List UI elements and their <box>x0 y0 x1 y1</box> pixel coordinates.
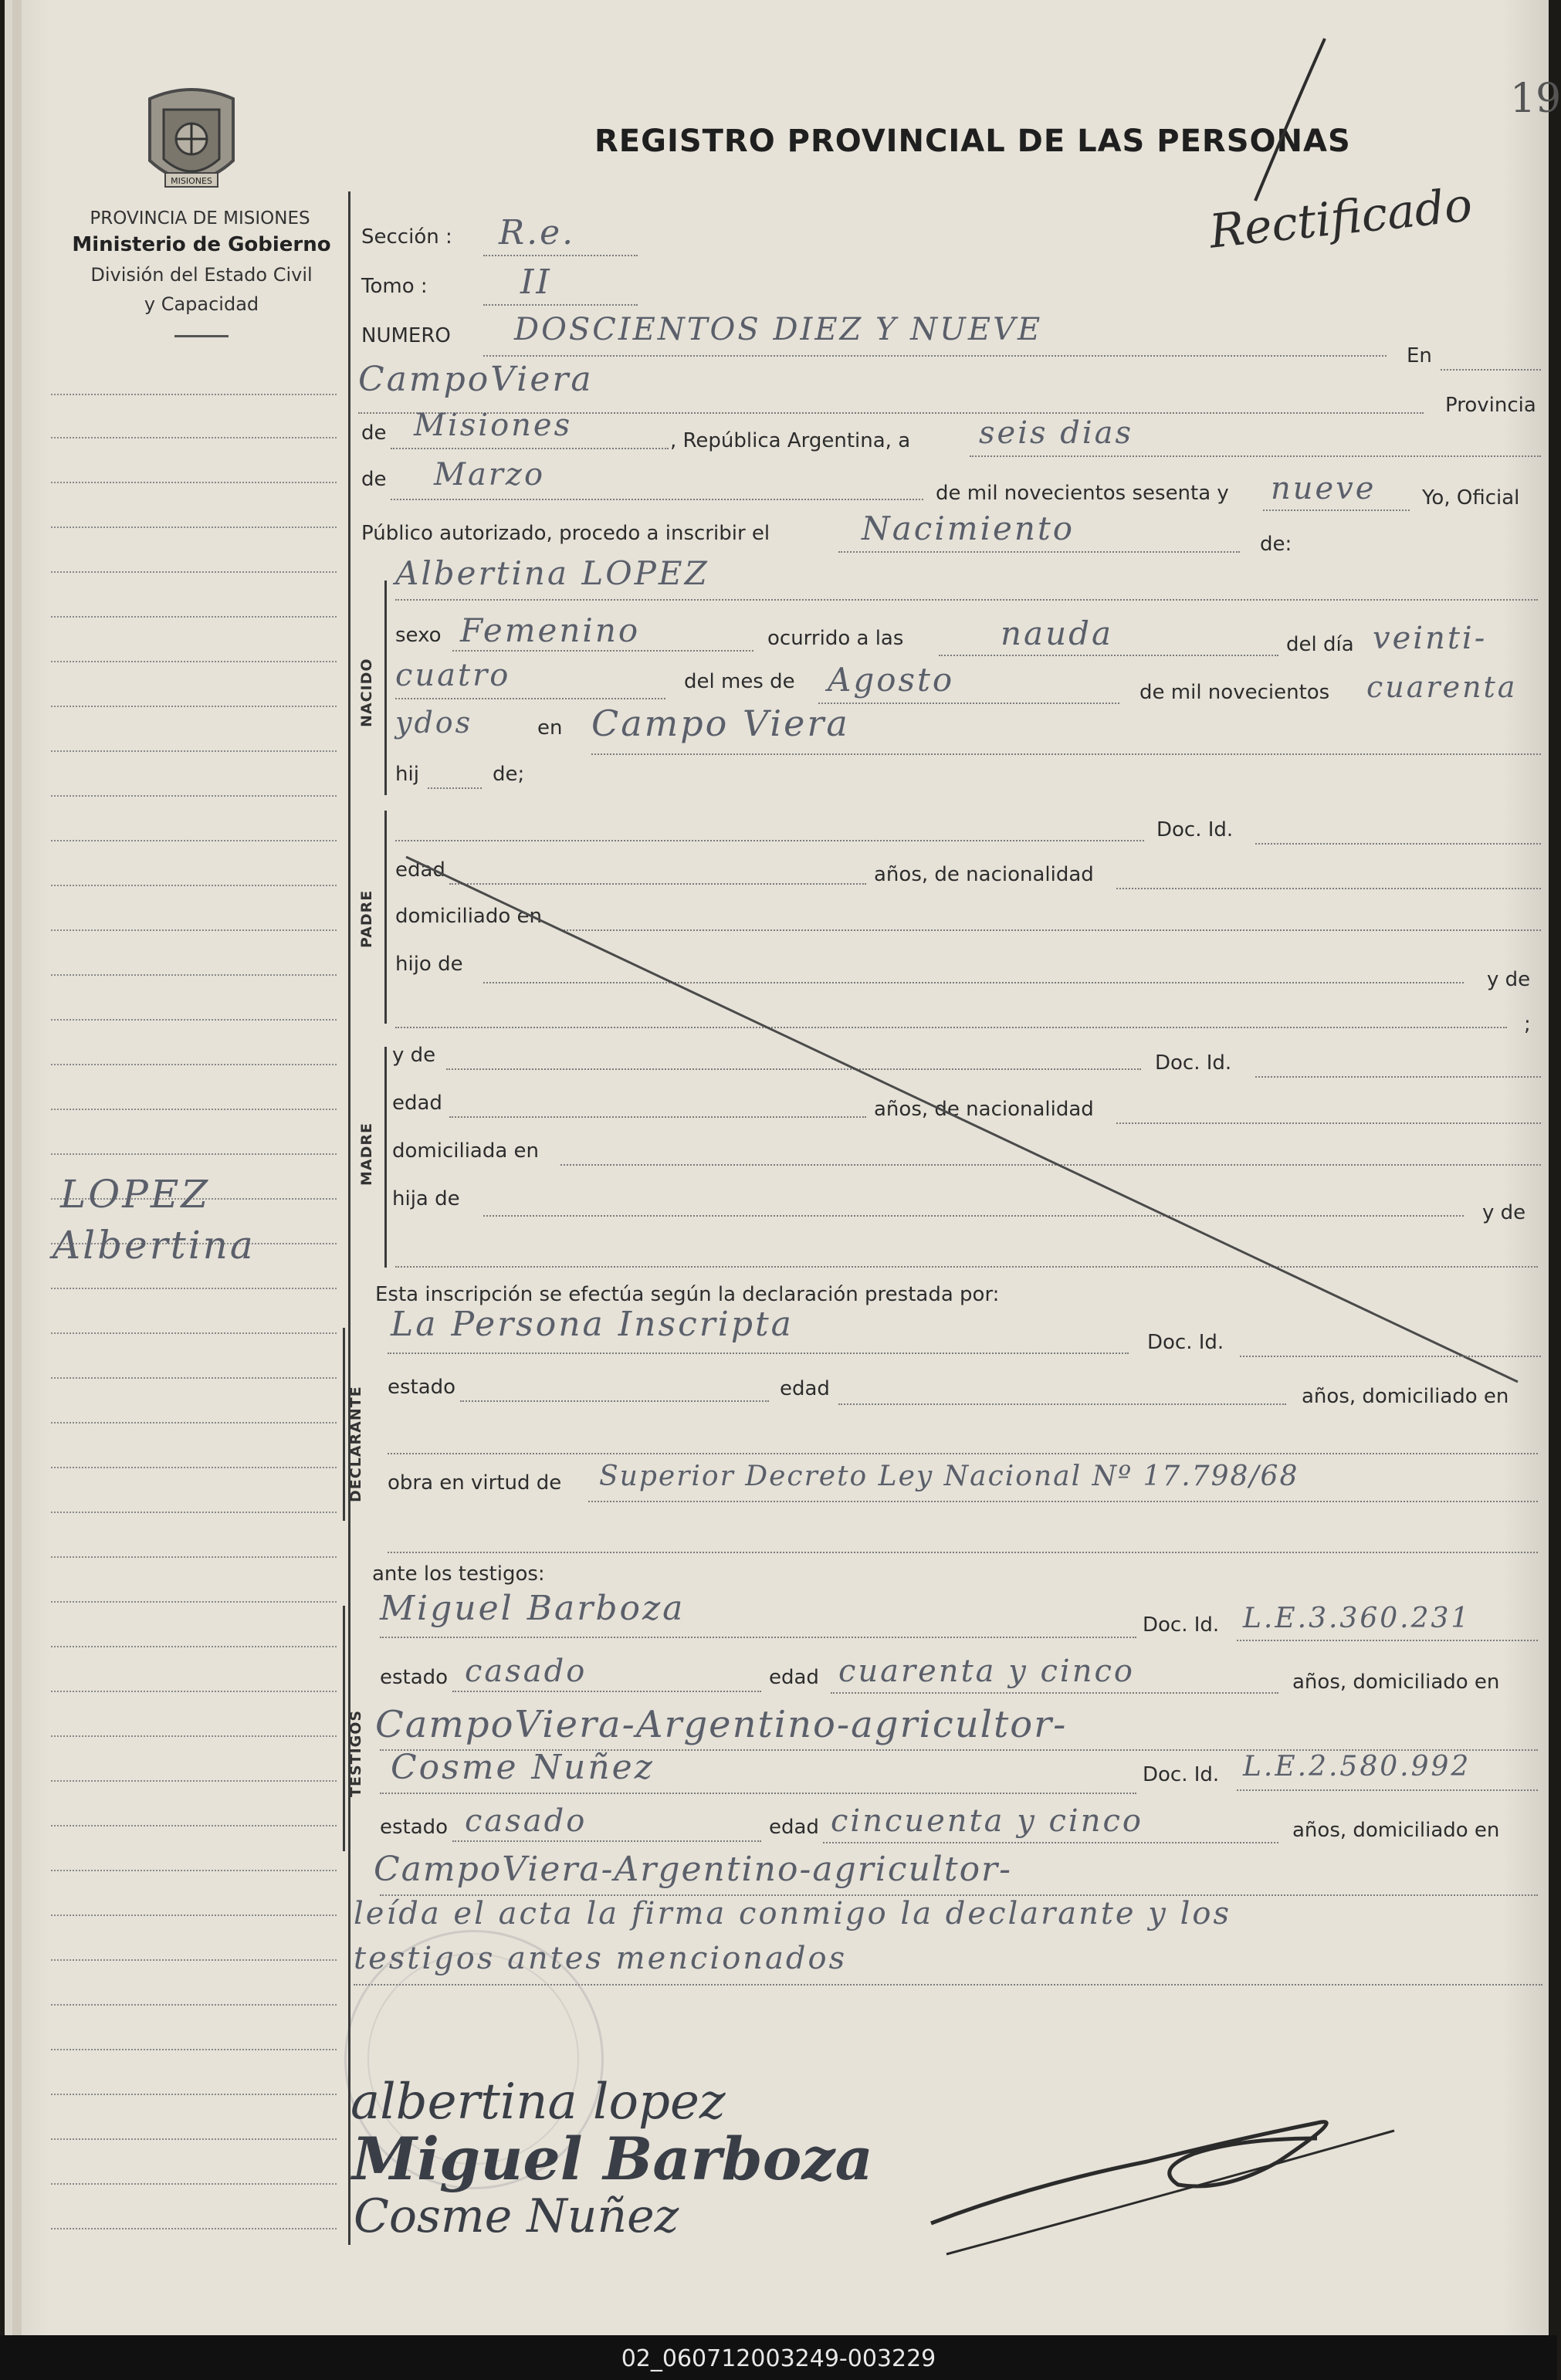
tomo-value: II <box>520 262 552 302</box>
testigo1-edad-label: edad <box>769 1666 819 1689</box>
tomo-label: Tomo : <box>361 275 428 298</box>
testigo2-edad-label: edad <box>769 1816 819 1839</box>
closing-line <box>354 1984 1542 1986</box>
de-label: de <box>361 421 387 445</box>
anio-nacimiento-b: ydos <box>395 706 473 740</box>
madre-y-de-label: y de <box>392 1044 436 1067</box>
declarante-doc-line <box>1240 1356 1541 1357</box>
declarante-domicilio-line <box>388 1453 1538 1454</box>
signature-testigo-2: Cosme Nuñez <box>354 2189 679 2243</box>
rectificado-annotation: Rectificado <box>1207 178 1475 259</box>
testigo2-nombre: Cosme Nuñez <box>391 1748 655 1787</box>
mil-label: de mil novecientos sesenta y <box>936 482 1229 505</box>
padre-doc-label: Doc. Id. <box>1156 818 1234 841</box>
testigo2-nombre-line <box>380 1793 1136 1794</box>
declarante-estado-line <box>460 1400 769 1402</box>
testigo2-edad: cincuenta y cinco <box>831 1803 1143 1839</box>
signature-declarante: albertina lopez <box>350 2074 726 2131</box>
ministry-label: Ministerio de Gobierno <box>72 233 331 256</box>
declarante-nombre: La Persona Inscripta <box>391 1305 794 1344</box>
declarante-doc-label: Doc. Id. <box>1147 1331 1224 1354</box>
official-signature-stroke <box>916 2077 1410 2277</box>
anio-value: nueve <box>1271 471 1376 506</box>
de-colon-label: de: <box>1260 533 1292 556</box>
acto-value: Nacimiento <box>862 510 1075 547</box>
padre-edad-label: edad <box>395 858 445 882</box>
testigo1-anios-label: años, domiciliado en <box>1292 1671 1500 1694</box>
en-nacimiento-label: en <box>537 716 563 740</box>
de-label-2: de <box>361 468 387 491</box>
mes-value: Marzo <box>434 457 546 493</box>
testigo2-anios-label: años, domiciliado en <box>1292 1819 1500 1842</box>
testigos-section-label: TESTIGOS <box>347 1709 364 1797</box>
division-label: División del Estado Civil <box>90 264 313 286</box>
declarante-intro: Esta inscripción se efectúa según la declaración prestada por: <box>375 1283 1000 1306</box>
provincia-label: Provincia <box>1445 394 1536 417</box>
page-number: 19 <box>1510 76 1561 122</box>
del-mes-label: del mes de <box>684 670 795 693</box>
footer-id: 02_060712003249-003229 <box>621 2345 936 2372</box>
padre-domiciliado-label: domiciliado en <box>395 905 543 928</box>
madre-y-de-label-2: y de <box>1482 1201 1526 1224</box>
nacido-nombre: Albertina LOPEZ <box>395 554 709 592</box>
testigo2-domicilio: CampoViera-Argentino-agricultor- <box>374 1850 1012 1889</box>
lugar-value: CampoViera <box>358 360 594 399</box>
madre-doc-label: Doc. Id. <box>1155 1051 1232 1075</box>
testigos-intro: ante los testigos: <box>372 1562 545 1586</box>
mil-novecientos-label: de mil novecientos <box>1139 681 1330 704</box>
declarante-section-label: DECLARANTE <box>347 1386 364 1502</box>
provincia-value: Misiones <box>414 408 573 443</box>
declarante-anios-label: años, domiciliado en <box>1302 1385 1509 1408</box>
mes-nacimiento-value: Agosto <box>828 661 955 699</box>
document-page <box>5 0 1561 2335</box>
lugar-nacimiento-value: Campo Viera <box>591 702 850 744</box>
testigo1-nombre: Miguel Barboza <box>380 1589 686 1628</box>
testigo1-nombre-line <box>380 1637 1136 1638</box>
dia-value: seis dias <box>979 415 1134 451</box>
testigos-bracket <box>343 1606 345 1851</box>
en-label: En <box>1407 344 1432 367</box>
publico-label: Público autorizado, procedo a inscribir el <box>361 522 770 545</box>
obra-line <box>588 1501 1538 1502</box>
crest-label: MISIONES <box>171 176 212 186</box>
padre-anios-label: años, de nacionalidad <box>874 863 1094 886</box>
anio-nacimiento-a: cuarenta <box>1366 670 1518 704</box>
testigo2-estado-line <box>452 1840 761 1842</box>
margin-surname: LOPEZ <box>60 1172 211 1217</box>
madre-edad-label: edad <box>392 1092 442 1115</box>
dia-value-a: veinti- <box>1373 621 1488 656</box>
testigo1-edad: cuarenta y cinco <box>838 1654 1135 1689</box>
testigo1-doc-line <box>1237 1640 1538 1641</box>
ocurrido-label: ocurrido a las <box>767 627 904 650</box>
testigo1-estado-line <box>452 1691 761 1692</box>
padre-y-de-label: y de <box>1487 968 1531 991</box>
del-dia-label: del día <box>1286 633 1354 656</box>
republica-label: , República Argentina, a <box>670 429 911 452</box>
declarante-bracket <box>343 1328 345 1521</box>
nacido-section-label: NACIDO <box>358 658 375 727</box>
testigo1-domicilio: CampoViera-Argentino-agricultor- <box>375 1703 1068 1746</box>
page-title: REGISTRO PROVINCIAL DE LAS PERSONAS <box>594 124 1351 159</box>
margin-given-name: Albertina <box>52 1223 256 1268</box>
declarante-estado-label: estado <box>388 1376 456 1399</box>
padre-semicolon: ; <box>1524 1013 1531 1036</box>
hora-value: nauda <box>1001 614 1114 652</box>
testigo1-edad-line <box>831 1692 1278 1694</box>
testigo2-edad-line <box>823 1842 1278 1843</box>
testigo2-doc-label: Doc. Id. <box>1143 1763 1220 1786</box>
madre-domiciliada-label: domiciliada en <box>392 1139 540 1163</box>
obra-line-2 <box>388 1552 1538 1553</box>
madre-anios-label: años, de nacionalidad <box>874 1098 1094 1121</box>
testigo1-estado: casado <box>465 1654 587 1689</box>
signature-testigo-1: Miguel Barboza <box>352 2124 873 2193</box>
sexo-value: Femenino <box>460 611 641 649</box>
testigo1-estado-label: estado <box>380 1666 449 1689</box>
closing-line-2: testigos antes mencionados <box>354 1941 848 1976</box>
seccion-label: Sección : <box>361 225 452 249</box>
padre-hijo-label: hijo de <box>395 953 463 976</box>
testigo2-estado-label: estado <box>380 1816 449 1839</box>
province-label: PROVINCIA DE MISIONES <box>90 208 310 229</box>
obra-value: Superior Decreto Ley Nacional Nº 17.798/68 <box>599 1461 1299 1492</box>
numero-value: DOSCIENTOS DIEZ Y NUEVE <box>514 312 1043 347</box>
madre-section-label: MADRE <box>358 1122 375 1186</box>
seccion-value: R.e. <box>499 213 576 252</box>
testigo1-doc-label: Doc. Id. <box>1143 1613 1220 1637</box>
testigo2-estado: casado <box>465 1803 587 1839</box>
obra-label: obra en virtud de <box>388 1471 562 1495</box>
dia-value-b: cuatro <box>395 658 511 693</box>
declarante-edad-line <box>838 1403 1286 1405</box>
madre-hija-label: hija de <box>392 1187 460 1210</box>
closing-line-1: leída el acta la firma conmigo la declarante y los <box>354 1896 1232 1931</box>
declarante-nombre-line <box>388 1353 1129 1354</box>
capacidad-label: y Capacidad <box>144 293 259 315</box>
hij-label: hij <box>395 763 419 786</box>
padre-section-label: PADRE <box>358 889 375 948</box>
declarante-edad-label: edad <box>780 1377 830 1400</box>
testigo2-doc: L.E.2.580.992 <box>1243 1751 1471 1782</box>
oficial-label: Yo, Oficial <box>1422 486 1520 510</box>
testigo1-doc: L.E.3.360.231 <box>1243 1603 1471 1634</box>
sexo-label: sexo <box>395 624 442 647</box>
testigo2-doc-line <box>1237 1789 1538 1791</box>
numero-label: NUMERO <box>361 324 451 347</box>
hij-de-label: de; <box>493 763 525 786</box>
